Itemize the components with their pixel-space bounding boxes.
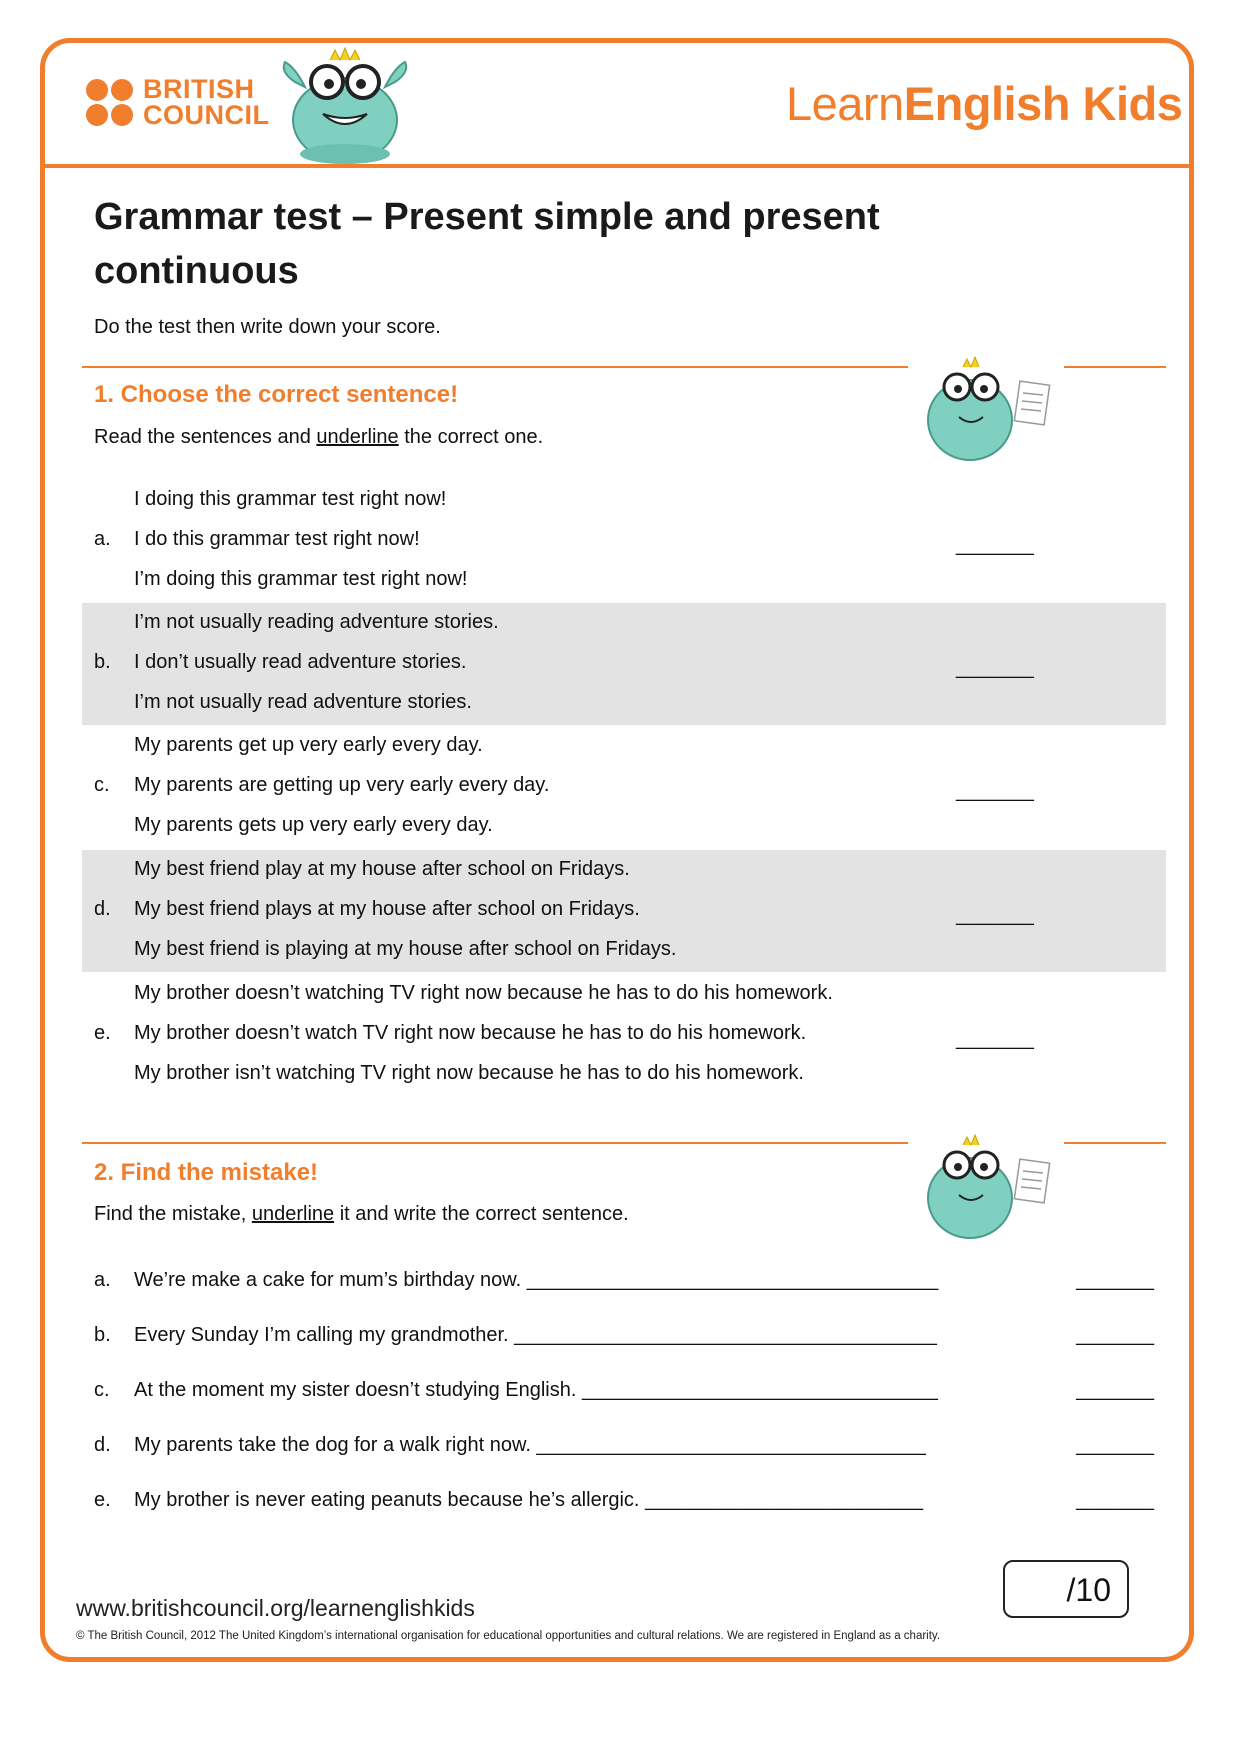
score-blank[interactable]: _______	[1076, 1489, 1154, 1511]
question-letter: a.	[94, 528, 111, 550]
answer-option[interactable]: My parents are getting up very early every day.	[134, 774, 550, 796]
item-letter: d.	[94, 1434, 111, 1456]
british-council-wordmark	[143, 76, 270, 128]
section2-title: 2. Find the mistake!	[94, 1159, 319, 1186]
answer-option[interactable]: My best friend plays at my house after school on Fridays.	[134, 898, 640, 920]
answer-option[interactable]: My parents gets up very early every day.	[134, 814, 493, 836]
score-blank[interactable]: _______	[956, 904, 1034, 926]
british-council-logo	[86, 76, 270, 128]
score-blank[interactable]: _______	[956, 780, 1034, 802]
mistake-item-d	[94, 1434, 1154, 1464]
question-letter: b.	[94, 651, 111, 673]
item-letter: b.	[94, 1324, 111, 1346]
score-blank[interactable]: _______	[1076, 1434, 1154, 1456]
lek-english: English	[903, 77, 1070, 130]
section2-rule-right	[1064, 1142, 1166, 1144]
mistake-item-a	[94, 1269, 1154, 1299]
question-letter: e.	[94, 1022, 111, 1044]
learnenglish-kids-logo	[786, 76, 1182, 131]
mistake-item-c	[94, 1379, 1154, 1409]
score-blank[interactable]: _______	[1076, 1324, 1154, 1346]
question-group-b	[82, 603, 1166, 725]
answer-option[interactable]: My brother isn’t watching TV right now because he has to do his homework.	[134, 1062, 804, 1084]
answer-option[interactable]: I doing this grammar test right now!	[134, 488, 447, 510]
score-total: /10	[1066, 1572, 1111, 1608]
question-group-a	[82, 480, 1166, 602]
score-blank[interactable]: _______	[1076, 1379, 1154, 1401]
underline-word: underline	[316, 426, 399, 448]
bc-line2: COUNCIL	[143, 100, 270, 130]
intro-text: Do the test then write down your score.	[94, 316, 441, 338]
answer-option[interactable]: My brother doesn’t watch TV right now because he has to do his homework.	[134, 1022, 807, 1044]
mistake-sentence[interactable]: Every Sunday I’m calling my grandmother. ______________________________________	[134, 1324, 937, 1346]
mistake-item-b	[94, 1324, 1154, 1354]
bc-line1: BRITISH	[143, 74, 255, 104]
monster-mascot-icon	[275, 42, 415, 167]
answer-option[interactable]: My brother doesn’t watching TV right now because he has to do his homework.	[134, 982, 833, 1004]
mascot-with-paper-icon	[915, 355, 1055, 465]
answer-option[interactable]: I don’t usually read adventure stories.	[134, 651, 467, 673]
header-divider	[42, 164, 1192, 168]
score-blank[interactable]: _______	[956, 1028, 1034, 1050]
score-blank[interactable]: _______	[956, 534, 1034, 556]
answer-option[interactable]: I’m not usually read adventure stories.	[134, 691, 472, 713]
mascot-with-paper-icon	[915, 1133, 1055, 1243]
mistake-item-e	[94, 1489, 1154, 1519]
question-group-d	[82, 850, 1166, 972]
question-group-c	[82, 726, 1166, 848]
question-letter: d.	[94, 898, 111, 920]
item-letter: a.	[94, 1269, 111, 1291]
footer-url[interactable]: www.britishcouncil.org/learnenglishkids	[76, 1595, 475, 1621]
answer-option[interactable]: I’m doing this grammar test right now!	[134, 568, 468, 590]
page-title: Grammar test – Present simple and present continuous	[94, 196, 880, 292]
question-group-e	[82, 974, 1166, 1096]
item-letter: c.	[94, 1379, 110, 1401]
answer-option[interactable]: My best friend is playing at my house after school on Fridays.	[134, 938, 677, 960]
item-letter: e.	[94, 1489, 111, 1511]
section2-instruction: Find the mistake, underline it and write the correct sentence.	[94, 1203, 629, 1225]
answer-option[interactable]: My parents get up very early every day.	[134, 734, 483, 756]
section1-rule-right	[1064, 366, 1166, 368]
mistake-sentence[interactable]: At the moment my sister doesn’t studying English. ________________________________	[134, 1379, 938, 1401]
lek-kids: Kids	[1069, 77, 1183, 130]
mistake-sentence[interactable]: My brother is never eating peanuts because he’s allergic. _________________________	[134, 1489, 924, 1511]
lek-learn: Learn	[786, 77, 904, 130]
score-box[interactable]	[1003, 1560, 1129, 1618]
answer-option[interactable]: I do this grammar test right now!	[134, 528, 420, 550]
score-blank[interactable]: _______	[1076, 1269, 1154, 1291]
answer-option[interactable]: I’m not usually reading adventure stories.	[134, 611, 499, 633]
answer-option[interactable]: My best friend play at my house after school on Fridays.	[134, 858, 630, 880]
footer-copyright: © The British Council, 2012 The United Kingdom’s international organisation for educational opportunities and cultural relations. We are registered in England as a charity.	[76, 1630, 941, 1642]
score-blank[interactable]: _______	[956, 657, 1034, 679]
section1-instruction: Read the sentences and underline the correct one.	[94, 426, 544, 448]
mistake-sentence[interactable]: My parents take the dog for a walk right now. ___________________________________	[134, 1434, 926, 1456]
section2-rule-left	[82, 1142, 908, 1144]
underline-word: underline	[251, 1203, 335, 1225]
british-council-dots-icon	[86, 79, 133, 126]
question-letter: c.	[94, 774, 110, 796]
mistake-sentence[interactable]: We’re make a cake for mum’s birthday now. _____________________________________	[134, 1269, 939, 1291]
section1-title: 1. Choose the correct sentence!	[94, 381, 459, 408]
section1-rule-left	[82, 366, 908, 368]
